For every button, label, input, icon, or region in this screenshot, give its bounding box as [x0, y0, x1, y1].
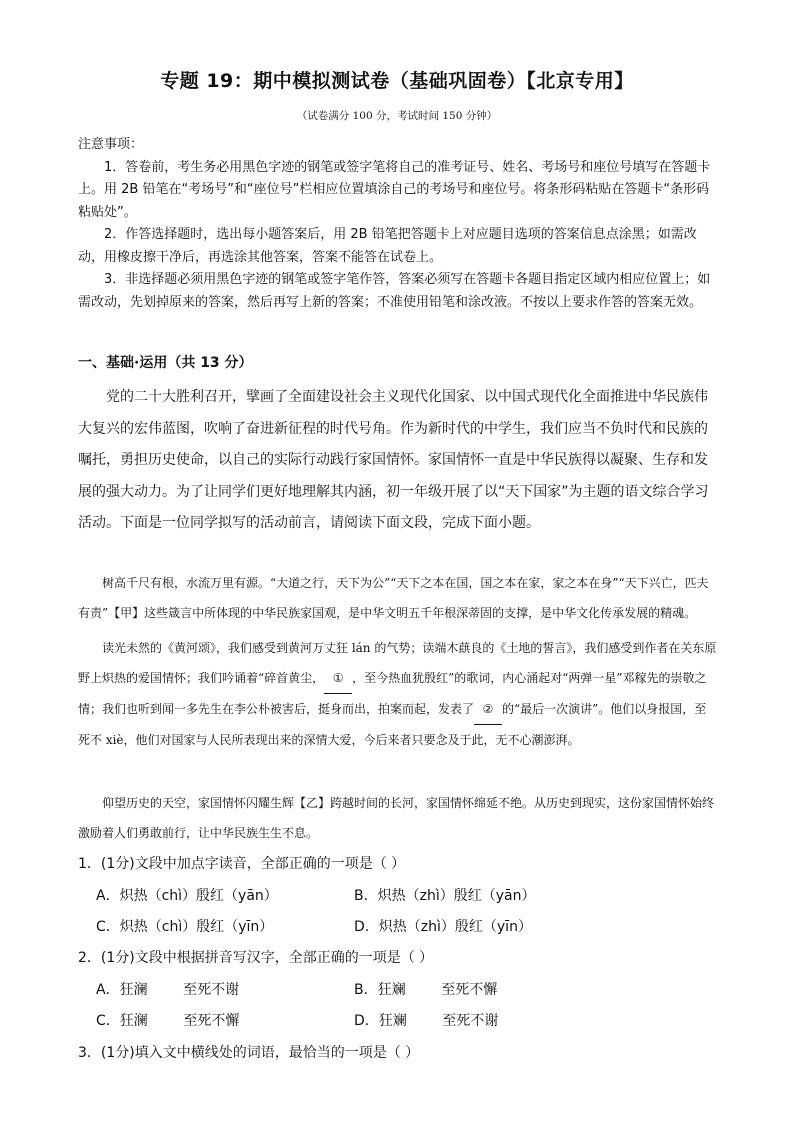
- question-1-stem: 1．(1分)文段中加点字读音，全部正确的一项是（ ）: [78, 856, 406, 872]
- notice-block: [78, 134, 718, 314]
- passage-paragraph-3: 仰望历史的天空，家国情怀闪耀生辉【乙】跨越时间的长河，家国情怀绵延不绝。从历史到现实，这份家国情怀始终激励着人们勇敢前行，让中华民族生生不息。: [78, 796, 715, 840]
- blank-2: ②: [474, 694, 502, 725]
- page-subtitle: （试卷满分 100 分，考试时间 150 分钟）: [296, 110, 498, 122]
- question-1-option-b[interactable]: B．炽热（zhì）殷红（yān）: [354, 888, 536, 904]
- question-2-option-b[interactable]: B．狂斓 至死不懈: [354, 982, 498, 998]
- page-title: 专题 19：期中模拟测试卷（基础巩固卷）【北京专用】: [160, 70, 634, 92]
- question-1-option-a[interactable]: A．炽热（chì）殷红（yān）: [96, 888, 278, 904]
- section-heading: 一、基础·运用（共 13 分）: [78, 355, 253, 371]
- passage-2-part-a: 读光未然的《黄河颂》，我们感受到黄河万丈狂 lán 的气势；读端木蕻良的《土地的誓言》，我们感受到作者在关东原野上炽热的爱国情怀；我们吟诵着“碎首黄尘，: [78, 641, 717, 685]
- notice-item-2: 2．作答选择题时，选出每小题答案后，用 2B 铅笔把答题卡上对应题目选项的答案信息点涂黑；如需改动，用橡皮擦干净后，再选涂其他答案，答案不能答在试卷上。: [78, 227, 697, 265]
- notice-heading: 注意事项：: [78, 137, 144, 152]
- blank-1: ①: [324, 663, 352, 694]
- notice-item-1: 1．答卷前，考生务必用黑色字迹的钢笔或签字笔将自己的准考证号、姓名、考场号和座位号填写在答题卡上。用 2B 铅笔在“考场号”和“座位号”栏相应位置填涂自己的考场号和座位号。将条形码粘贴在答题卡“条形码粘贴处”。: [78, 159, 711, 220]
- question-2-option-d[interactable]: D．狂斓 至死不谢: [354, 1013, 499, 1029]
- passage-2-part-b: ，至今热血犹殷红”的歌词，内心涌起对“两弹一星”邓稼先的崇敬之情；我们也听到闻一多先生在李公朴被害后，挺身而出，拍案而起，发表了: [78, 671, 707, 716]
- passage-paragraph-2: [78, 633, 718, 755]
- passage-2-part-c: 的“最后一次演讲”。他们以身报国，至死不 xiè，他们对国家与人民所表现出来的深情大爱，今后来者只要念及于此，无不心潮澎湃。: [78, 702, 707, 747]
- question-2-option-c[interactable]: C．狂澜 至死不懈: [96, 1013, 240, 1029]
- question-1-option-d[interactable]: D．炽热（zhì）殷红（yīn）: [354, 919, 532, 935]
- passage-paragraph-1: 树高千尺有根，水流万里有源。“大道之行，天下为公”“天下之本在国，国之本在家，家之本在身”“天下兴亡，匹夫有责”【甲】这些箴言中所体现的中华民族家国观，是中华文明五千年根深蒂固的支撑，是中华文化传承发展的精魂。: [78, 576, 709, 620]
- question-2-option-a[interactable]: A．狂澜 至死不谢: [96, 982, 240, 998]
- question-2-stem: 2．(1分)文段中根据拼音写汉字，全部正确的一项是（ ）: [78, 950, 434, 966]
- section-intro: 党的二十大胜利召开，擘画了全面建设社会主义现代化国家、以中国式现代化全面推进中华民族伟大复兴的宏伟蓝图，吹响了奋进新征程的时代号角。作为新时代的中学生，我们应当不负时代和民族的嘱托，勇担历史使命，以自己的实际行动践行家国情怀。家国情怀一直是中华民族得以凝聚、生存和发展的强大动力。为了让同学们更好地理解其内涵，初一年级开展了以“天下国家”为主题的语文综合学习活动。下面是一位同学拟写的活动前言，请阅读下面文段，完成下面小题。: [78, 389, 709, 531]
- question-3-stem: 3．(1分)填入文中横线处的词语，最恰当的一项是（ ）: [78, 1045, 420, 1061]
- question-1-option-c[interactable]: C．炽热（chì）殷红（yīn）: [96, 919, 274, 935]
- notice-item-3: 3．非选择题必须用黑色字迹的钢笔或签字笔作答，答案必须写在答题卡各题目指定区域内相应位置上；如需改动，先划掉原来的答案，然后再写上新的答案；不准使用铅笔和涂改液。不按以上要求作答的答案无效。: [78, 272, 711, 310]
